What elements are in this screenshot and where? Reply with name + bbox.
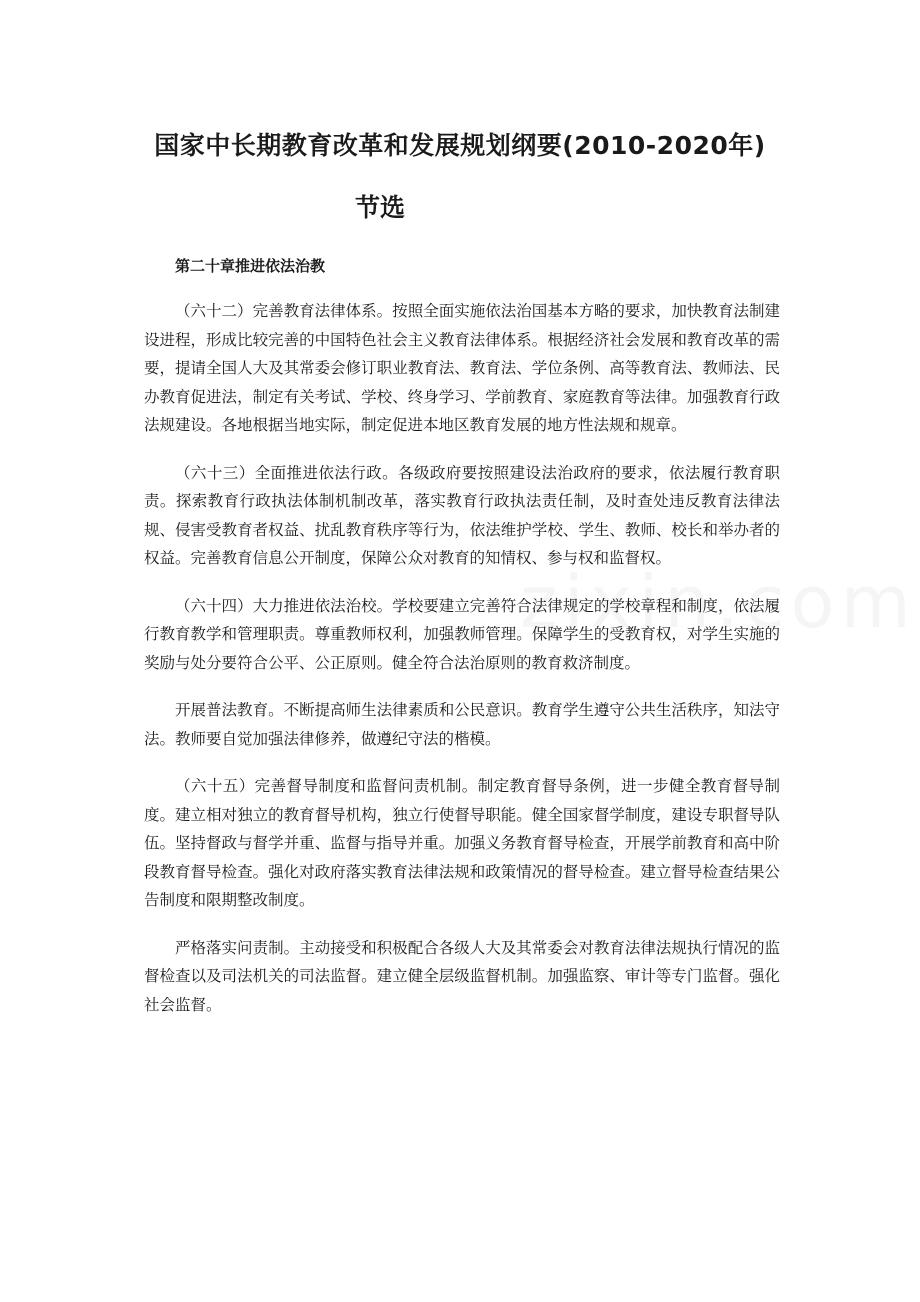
paragraph-63: （六十三）全面推进依法行政。各级政府要按照建设法治政府的要求，依法履行教育职责。探索教育行政执法体制机制改革，落实教育行政执法责任制，及时查处违反教育法律法规、侵害受教育者权益、扰乱教育秩序等行为，依法维护学校、学生、教师、校长和举办者的权益。完善教育信息公开制度，保障公众对教育的知情权、参与权和监督权。 xyxy=(144,463,780,567)
paragraph-accountability: 严格落实问责制。主动接受和积极配合各级人大及其常委会对教育法律法规执行情况的监督检查以及司法机关的司法监督。建立健全层级监督机制。加强监察、审计等专门监督。强化社会监督。 xyxy=(144,938,780,1014)
document-title: 国家中长期教育改革和发展规划纲要(2010-2020年) xyxy=(154,131,766,160)
paragraph-65: （六十五）完善督导制度和监督问责机制。制定教育督导条例，进一步健全教育督导制度。建立相对独立的教育督导机构，独立行使督导职能。健全国家督学制度，建设专职督导队伍。坚持督政与督学并重、监督与指导并重。加强义务教育督导检查，开展学前教育和高中阶段教育督导检查。强化对政府落实教育法律法规和政策情况的督导检查。建立督导检查结果公告制度和限期整改制度。 xyxy=(144,777,780,909)
paragraph-legal-education: 开展普法教育。不断提高师生法律素质和公民意识。教育学生遵守公共生活秩序，知法守法。教师要自觉加强法律修养，做遵纪守法的楷模。 xyxy=(144,701,780,748)
chapter-heading: 第二十章推进依法治教 xyxy=(175,257,326,275)
paragraph-64: （六十四）大力推进依法治校。学校要建立完善符合法律规定的学校章程和制度，依法履行教育教学和管理职责。尊重教师权利，加强教师管理。保障学生的受教育权，对学生实施的奖励与处分要符合公平、公正原则。健全符合法治原则的教育救济制度。 xyxy=(144,596,780,672)
document-subtitle: 节选 xyxy=(354,193,405,222)
document-body xyxy=(144,297,780,1038)
paragraph-62: （六十二）完善教育法律体系。按照全面实施依法治国基本方略的要求，加快教育法制建设进程，形成比较完善的中国特色社会主义教育法律体系。根据经济社会发展和教育改革的需要，提请全国人大及其常委会修订职业教育法、教育法、学位条例、高等教育法、教师法、民办教育促进法，制定有关考试、学校、终身学习、学前教育、家庭教育等法律。加强教育行政法规建设。各地根据当地实际，制定促进本地区教育发展的地方性法规和规章。 xyxy=(144,302,780,434)
